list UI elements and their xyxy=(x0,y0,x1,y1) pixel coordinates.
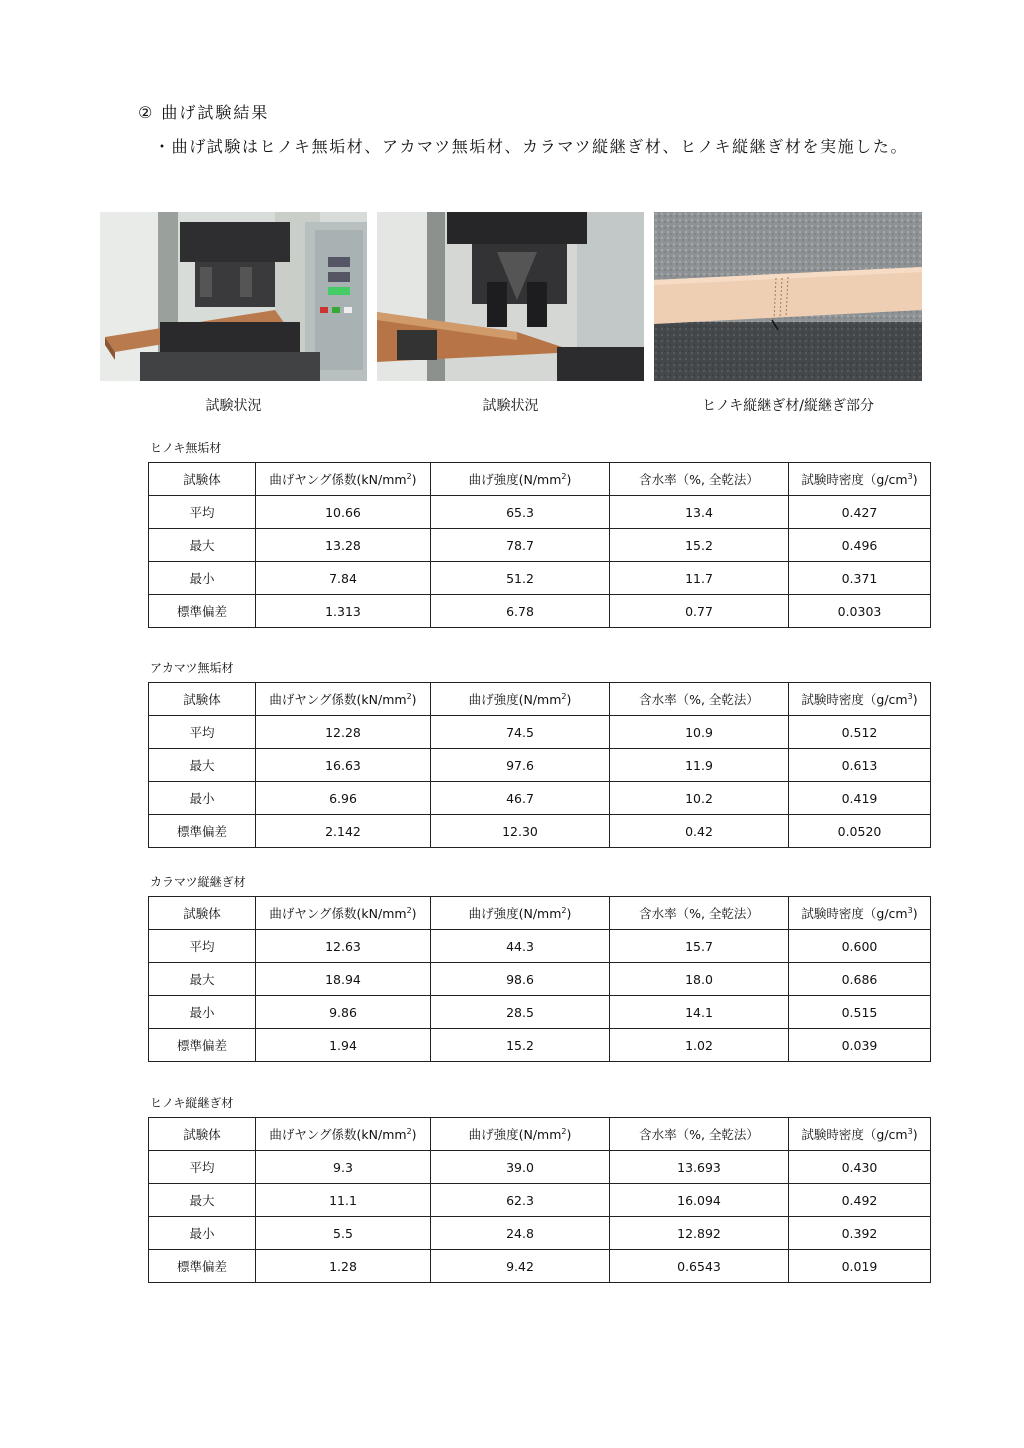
value-cell: 12.28 xyxy=(256,716,431,749)
value-cell: 97.6 xyxy=(431,749,610,782)
value-cell: 1.28 xyxy=(256,1250,431,1283)
value-cell: 0.392 xyxy=(789,1217,931,1250)
header-text: ) xyxy=(912,906,918,921)
table-header-row xyxy=(149,1118,931,1151)
header-cell: 含水率（%, 全乾法） xyxy=(610,897,789,930)
table-row xyxy=(149,782,931,815)
header-cell xyxy=(431,1118,610,1151)
value-cell: 0.0520 xyxy=(789,815,931,848)
row-label-cell: 平均 xyxy=(149,930,256,963)
value-cell: 10.66 xyxy=(256,496,431,529)
header-text: ) xyxy=(566,906,572,921)
row-label-cell: 平均 xyxy=(149,716,256,749)
row-label-cell: 最小 xyxy=(149,996,256,1029)
value-cell: 0.371 xyxy=(789,562,931,595)
value-cell: 7.84 xyxy=(256,562,431,595)
header-cell: 含水率（%, 全乾法） xyxy=(610,463,789,496)
header-superscript: 2 xyxy=(406,1127,412,1136)
row-label-cell: 平均 xyxy=(149,1151,256,1184)
value-cell: 1.94 xyxy=(256,1029,431,1062)
value-cell: 0.427 xyxy=(789,496,931,529)
header-superscript: 2 xyxy=(561,906,567,915)
value-cell: 15.2 xyxy=(610,529,789,562)
value-cell: 15.7 xyxy=(610,930,789,963)
header-cell: 試験体 xyxy=(149,1118,256,1151)
row-label-cell: 平均 xyxy=(149,496,256,529)
header-superscript: 3 xyxy=(907,472,913,481)
row-label-cell: 標準偏差 xyxy=(149,1250,256,1283)
header-text: ) xyxy=(411,906,417,921)
value-cell: 0.512 xyxy=(789,716,931,749)
row-label-cell: 最大 xyxy=(149,1184,256,1217)
header-text: ) xyxy=(912,472,918,487)
value-cell: 39.0 xyxy=(431,1151,610,1184)
header-text: 曲げ強度(N/mm xyxy=(468,692,562,707)
header-cell xyxy=(256,683,431,716)
header-text: 曲げ強度(N/mm xyxy=(468,906,562,921)
header-cell xyxy=(789,897,931,930)
value-cell: 11.1 xyxy=(256,1184,431,1217)
table-title: ヒノキ無垢材 xyxy=(150,441,222,455)
header-superscript: 3 xyxy=(907,906,913,915)
header-text: ) xyxy=(566,1127,572,1142)
value-cell: 0.496 xyxy=(789,529,931,562)
table-row xyxy=(149,496,931,529)
value-cell: 0.0303 xyxy=(789,595,931,628)
row-label-cell: 標準偏差 xyxy=(149,1029,256,1062)
table-row xyxy=(149,529,931,562)
value-cell: 6.78 xyxy=(431,595,610,628)
value-cell: 13.4 xyxy=(610,496,789,529)
table-title: ヒノキ縦継ぎ材 xyxy=(150,1096,234,1110)
value-cell: 11.7 xyxy=(610,562,789,595)
header-cell xyxy=(256,1118,431,1151)
header-text: ) xyxy=(411,692,417,707)
value-cell: 74.5 xyxy=(431,716,610,749)
value-cell: 10.2 xyxy=(610,782,789,815)
photo-caption: ヒノキ縦継ぎ材/縦継ぎ部分 xyxy=(701,398,875,414)
header-text: 試験時密度（g/cm xyxy=(801,1127,908,1142)
value-cell: 78.7 xyxy=(431,529,610,562)
header-superscript: 2 xyxy=(561,692,567,701)
table-row xyxy=(149,996,931,1029)
results-table xyxy=(148,1117,931,1283)
header-cell xyxy=(789,683,931,716)
table-row xyxy=(149,716,931,749)
table-header-row xyxy=(149,683,931,716)
header-text: 曲げ強度(N/mm xyxy=(468,1127,562,1142)
header-cell xyxy=(789,1118,931,1151)
value-cell: 14.1 xyxy=(610,996,789,1029)
value-cell: 0.492 xyxy=(789,1184,931,1217)
value-cell: 0.613 xyxy=(789,749,931,782)
value-cell: 0.77 xyxy=(610,595,789,628)
header-cell xyxy=(256,463,431,496)
value-cell: 12.63 xyxy=(256,930,431,963)
header-superscript: 2 xyxy=(561,472,567,481)
header-text: ) xyxy=(566,472,572,487)
value-cell: 0.600 xyxy=(789,930,931,963)
header-text: 曲げヤング係数(kN/mm xyxy=(269,692,407,707)
header-text: 試験時密度（g/cm xyxy=(801,692,908,707)
value-cell: 0.039 xyxy=(789,1029,931,1062)
header-superscript: 2 xyxy=(406,906,412,915)
header-text: 試験時密度（g/cm xyxy=(801,906,908,921)
value-cell: 18.0 xyxy=(610,963,789,996)
value-cell: 16.094 xyxy=(610,1184,789,1217)
value-cell: 0.019 xyxy=(789,1250,931,1283)
table-row xyxy=(149,963,931,996)
table-row xyxy=(149,1250,931,1283)
value-cell: 1.02 xyxy=(610,1029,789,1062)
photo-caption: 試験状況 xyxy=(482,398,539,414)
header-cell xyxy=(431,897,610,930)
header-cell: 試験体 xyxy=(149,463,256,496)
value-cell: 0.6543 xyxy=(610,1250,789,1283)
value-cell: 62.3 xyxy=(431,1184,610,1217)
table-row xyxy=(149,1151,931,1184)
table-row xyxy=(149,595,931,628)
table-row xyxy=(149,1217,931,1250)
header-text: 曲げヤング係数(kN/mm xyxy=(269,472,407,487)
header-text: 曲げ強度(N/mm xyxy=(468,472,562,487)
results-table xyxy=(148,462,931,628)
header-cell xyxy=(789,463,931,496)
results-table xyxy=(148,896,931,1062)
section-heading: ② 曲げ試験結果 xyxy=(138,103,270,122)
value-cell: 12.30 xyxy=(431,815,610,848)
table-row xyxy=(149,749,931,782)
bullet-text: ・曲げ試験はヒノキ無垢材、アカマツ無垢材、カラマツ縦継ぎ材、ヒノキ縦継ぎ材を実施した。 xyxy=(154,137,909,156)
testing-machine-photo xyxy=(100,212,367,381)
header-text: ) xyxy=(411,472,417,487)
value-cell: 44.3 xyxy=(431,930,610,963)
header-text: ) xyxy=(912,1127,918,1142)
row-label-cell: 標準偏差 xyxy=(149,815,256,848)
finger-joint-lumber-photo xyxy=(654,212,922,381)
header-superscript: 2 xyxy=(406,692,412,701)
row-label-cell: 最大 xyxy=(149,963,256,996)
table-row xyxy=(149,1184,931,1217)
table-title: カラマツ縦継ぎ材 xyxy=(150,875,246,889)
table-header-row xyxy=(149,463,931,496)
table-header-row xyxy=(149,897,931,930)
header-text: ) xyxy=(411,1127,417,1142)
table-row xyxy=(149,815,931,848)
header-text: 試験時密度（g/cm xyxy=(801,472,908,487)
value-cell: 0.419 xyxy=(789,782,931,815)
value-cell: 9.86 xyxy=(256,996,431,1029)
value-cell: 11.9 xyxy=(610,749,789,782)
value-cell: 98.6 xyxy=(431,963,610,996)
value-cell: 18.94 xyxy=(256,963,431,996)
photo-caption: 試験状況 xyxy=(205,398,262,414)
row-label-cell: 標準偏差 xyxy=(149,595,256,628)
header-cell: 試験体 xyxy=(149,683,256,716)
value-cell: 15.2 xyxy=(431,1029,610,1062)
results-table xyxy=(148,682,931,848)
header-text: 曲げヤング係数(kN/mm xyxy=(269,906,407,921)
value-cell: 0.686 xyxy=(789,963,931,996)
value-cell: 9.3 xyxy=(256,1151,431,1184)
testing-machine-closeup-photo xyxy=(377,212,644,381)
header-superscript: 3 xyxy=(907,1127,913,1136)
row-label-cell: 最小 xyxy=(149,562,256,595)
value-cell: 28.5 xyxy=(431,996,610,1029)
value-cell: 51.2 xyxy=(431,562,610,595)
header-text: ) xyxy=(912,692,918,707)
value-cell: 12.892 xyxy=(610,1217,789,1250)
header-superscript: 2 xyxy=(561,1127,567,1136)
header-cell: 含水率（%, 全乾法） xyxy=(610,1118,789,1151)
value-cell: 13.693 xyxy=(610,1151,789,1184)
header-cell xyxy=(431,683,610,716)
value-cell: 24.8 xyxy=(431,1217,610,1250)
value-cell: 0.430 xyxy=(789,1151,931,1184)
table-row xyxy=(149,562,931,595)
value-cell: 1.313 xyxy=(256,595,431,628)
value-cell: 2.142 xyxy=(256,815,431,848)
table-title: アカマツ無垢材 xyxy=(150,661,234,675)
value-cell: 5.5 xyxy=(256,1217,431,1250)
header-cell xyxy=(431,463,610,496)
value-cell: 0.42 xyxy=(610,815,789,848)
header-text: 曲げヤング係数(kN/mm xyxy=(269,1127,407,1142)
value-cell: 0.515 xyxy=(789,996,931,1029)
header-cell xyxy=(256,897,431,930)
header-superscript: 2 xyxy=(406,472,412,481)
value-cell: 13.28 xyxy=(256,529,431,562)
header-cell: 含水率（%, 全乾法） xyxy=(610,683,789,716)
table-row xyxy=(149,1029,931,1062)
value-cell: 9.42 xyxy=(431,1250,610,1283)
header-text: ) xyxy=(566,692,572,707)
row-label-cell: 最大 xyxy=(149,749,256,782)
table-row xyxy=(149,930,931,963)
value-cell: 65.3 xyxy=(431,496,610,529)
row-label-cell: 最小 xyxy=(149,782,256,815)
value-cell: 16.63 xyxy=(256,749,431,782)
header-superscript: 3 xyxy=(907,692,913,701)
row-label-cell: 最大 xyxy=(149,529,256,562)
value-cell: 6.96 xyxy=(256,782,431,815)
value-cell: 46.7 xyxy=(431,782,610,815)
value-cell: 10.9 xyxy=(610,716,789,749)
header-cell: 試験体 xyxy=(149,897,256,930)
row-label-cell: 最小 xyxy=(149,1217,256,1250)
